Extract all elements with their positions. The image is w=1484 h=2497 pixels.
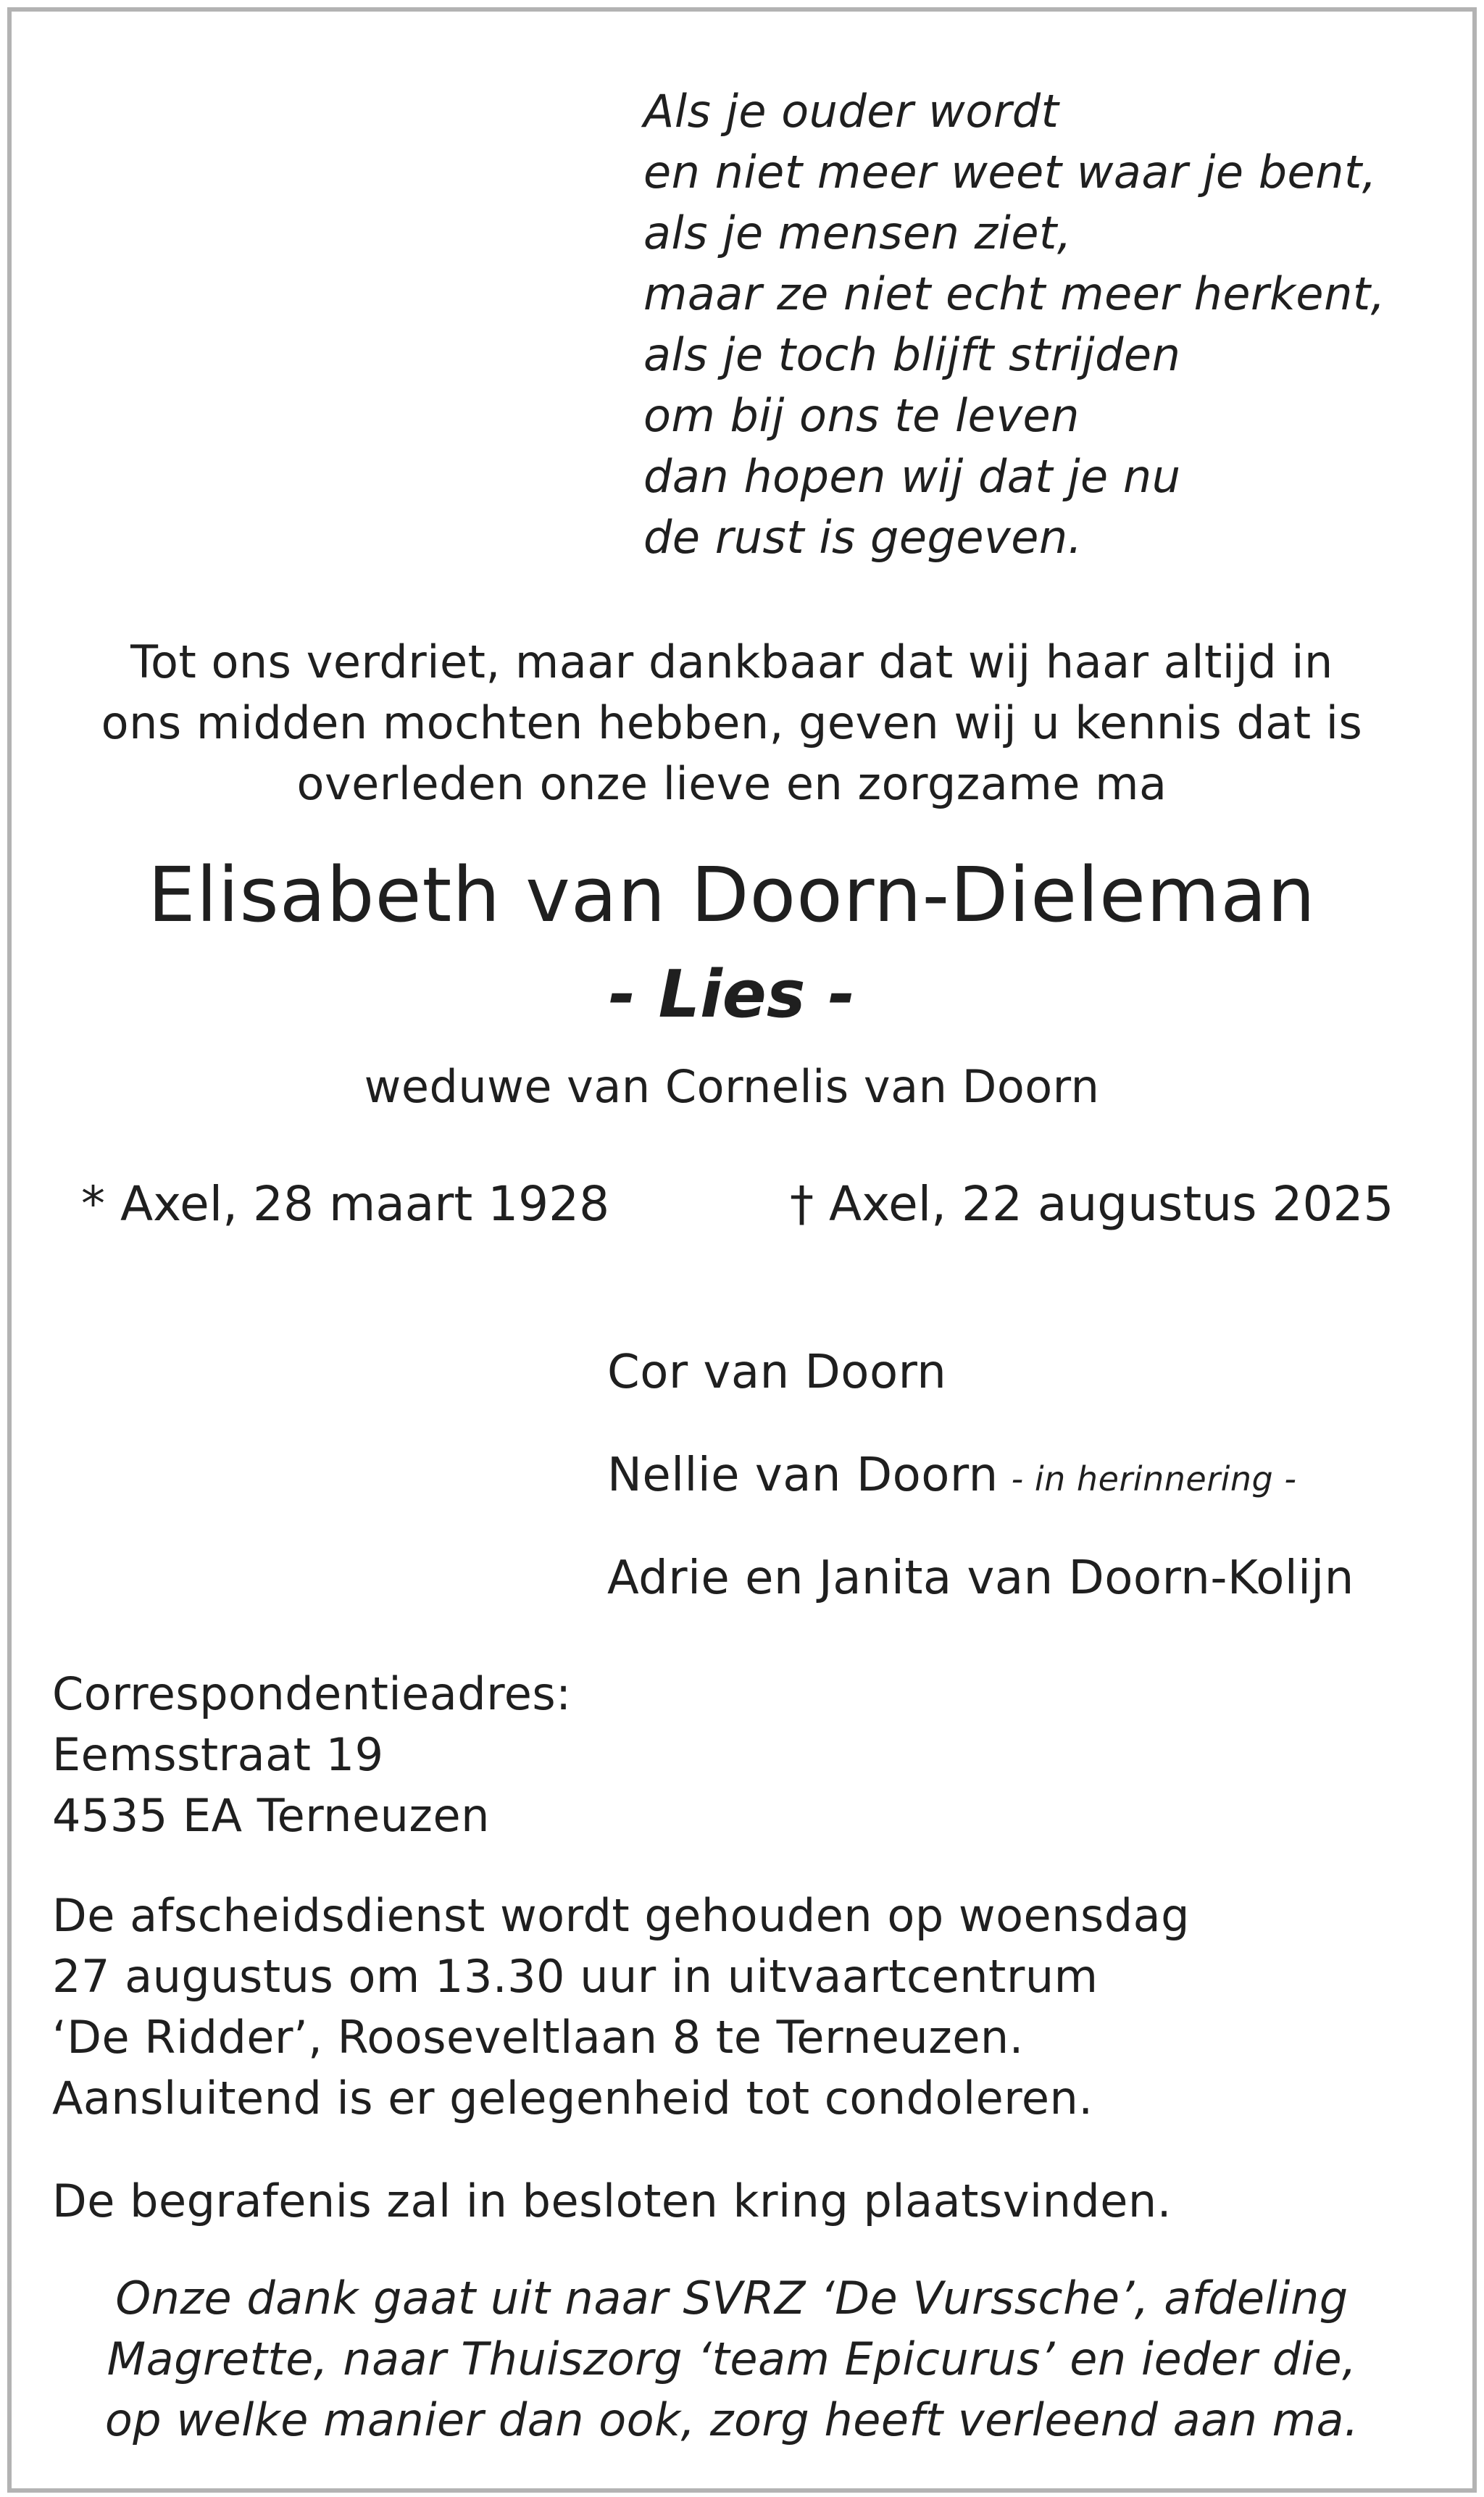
family-member-name: Cor van Doorn [607, 1346, 947, 1399]
announcement-line: overleden onze lieve en zorgzame ma [296, 757, 1167, 810]
deceased-nickname: - Lies - [608, 956, 856, 1033]
announcement-line: ons midden mochten hebben, geven wij u kennis dat is [101, 696, 1363, 749]
widow-of: weduwe van Cornelis van Doorn [364, 1060, 1100, 1113]
poem-line: als je toch blijft strijden [643, 328, 1181, 381]
thanks-note [43, 2268, 1420, 2451]
family-member-note: - in herinnering - [1011, 1459, 1297, 1498]
service-details [52, 1885, 1190, 2129]
announcement-line: Tot ons verdriet, maar dankbaar dat wij haar altijd in [130, 635, 1333, 688]
service-line: 27 augustus om 13.30 uur in uitvaartcentrum [52, 1950, 1099, 2003]
poem-line: dan hopen wij dat je nu [643, 450, 1181, 503]
family-member-name: Nellie van Doorn [607, 1448, 999, 1502]
announcement-text [43, 632, 1420, 814]
burial-line: De begrafenis zal in besloten kring plaatsvinden. [52, 2175, 1172, 2227]
poem-line: om bij ons te leven [643, 389, 1080, 442]
poem-line: maar ze niet echt meer herkent, [643, 267, 1385, 320]
poem-line: Als je ouder wordt [643, 85, 1059, 138]
poem-line: de rust is gegeven. [643, 511, 1083, 564]
thanks-line: op welke manier dan ook, zorg heeft verleend aan ma. [104, 2393, 1359, 2446]
service-line: De afscheidsdienst wordt gehouden op woensdag [52, 1889, 1190, 1942]
correspondence-address [52, 1664, 572, 1846]
family-member-name: Adrie en Janita van Doorn-Kolijn [607, 1551, 1354, 1605]
service-line: ‘De Ridder’, Rooseveltlaan 8 te Terneuzen. [52, 2011, 1024, 2064]
family-member [607, 1548, 1354, 1609]
poem-line: als je mensen ziet, [643, 207, 1072, 259]
birth-date: * Axel, 28 maart 1928 [81, 1176, 610, 1232]
thanks-line: Onze dank gaat uit naar SVRZ ‘De Vurssche’, afdeling [115, 2272, 1348, 2325]
family-list [607, 1342, 1354, 1651]
address-line: Correspondentieadres: [52, 1667, 572, 1720]
address-line: 4535 EA Terneuzen [52, 1789, 490, 1842]
address-line: Eemsstraat 19 [52, 1728, 384, 1781]
poem-line: en niet meer weet waar je bent, [643, 146, 1377, 199]
family-member [607, 1342, 1354, 1403]
death-date: † Axel, 22 augustus 2025 [790, 1176, 1394, 1232]
poem [643, 81, 1385, 568]
deceased-name: Elisabeth van Doorn-Dieleman [148, 851, 1316, 939]
thanks-line: Magrette, naar Thuiszorg ‘team Epicurus’ en ieder die, [107, 2333, 1357, 2385]
family-member [607, 1445, 1354, 1506]
service-line: Aansluitend is er gelegenheid tot condoleren. [52, 2072, 1093, 2125]
burial-note [52, 2171, 1172, 2232]
